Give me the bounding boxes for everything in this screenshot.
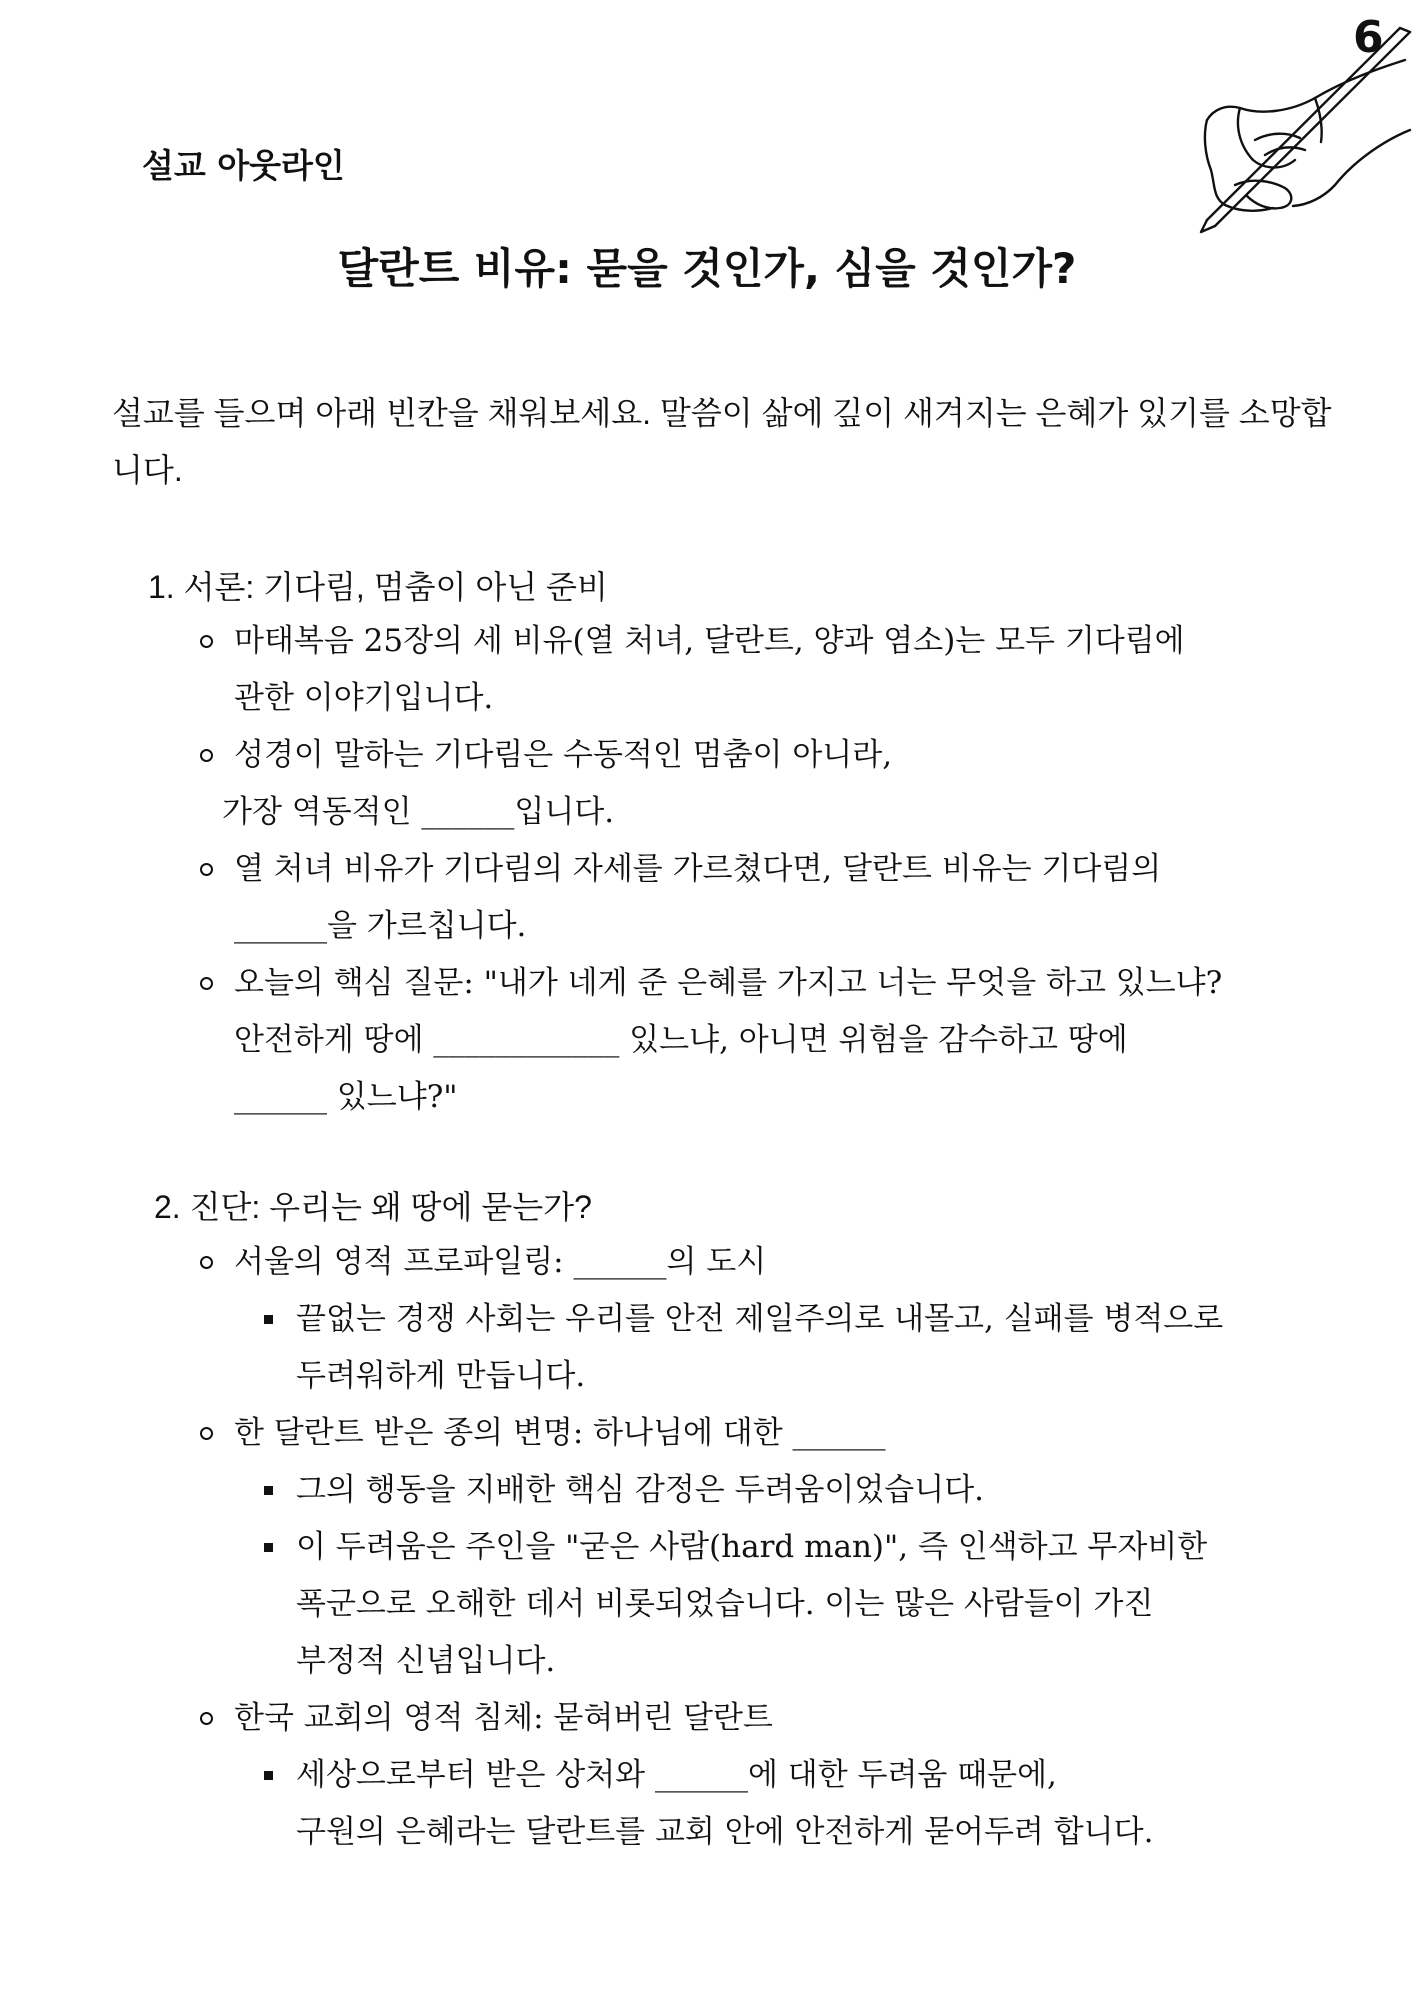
bullet-square: [264, 1315, 273, 1324]
bullet-square: [264, 1486, 273, 1495]
section-1-line-2: 관한 이야기입니다.: [234, 680, 494, 716]
intro-paragraph: 설교를 들으며 아래 빈칸을 채워보세요. 말씀이 삶에 깊이 새겨지는 은혜가 있기를 소망합니다.: [112, 395, 1332, 488]
hand-writing-icon: [1195, 20, 1414, 235]
bullet-circle: [200, 1712, 213, 1725]
header-label: 설교 아웃라인: [142, 146, 345, 185]
section-1-line-7: 오늘의 핵심 질문: "내가 네게 준 은혜를 가지고 너는 무엇을 하고 있느냐?: [234, 965, 1223, 1001]
section-1-line-6: ______을 가르칩니다.: [234, 908, 527, 944]
section-2-line-5: 그의 행동을 지배한 핵심 감정은 두려움이었습니다.: [296, 1472, 984, 1508]
bullet-circle: [200, 635, 213, 648]
bullet-square: [264, 1543, 273, 1552]
section-2-line-3: 두려워하게 만듭니다.: [296, 1358, 586, 1394]
section-1-line-9: ______ 있느냐?": [234, 1079, 458, 1115]
section-1-line-8: 안전하게 땅에 ____________ 있느냐, 아니면 위험을 감수하고 땅에: [234, 1022, 1128, 1058]
page-number: 6: [1353, 12, 1384, 63]
section-2-line-11: 구원의 은혜라는 달란트를 교회 안에 안전하게 묻어두려 합니다.: [296, 1814, 1154, 1850]
bullet-square: [264, 1771, 273, 1780]
bullet-circle: [200, 863, 213, 876]
section-2-line-6: 이 두려움은 주인을 "굳은 사람(hard man)", 즉 인색하고 무자비한: [296, 1529, 1208, 1565]
bullet-circle: [200, 1427, 213, 1440]
section-2-line-10: 세상으로부터 받은 상처와 ______에 대한 두려움 때문에,: [296, 1757, 1057, 1793]
bullet-circle: [200, 977, 213, 990]
section-2-line-7: 폭군으로 오해한 데서 비롯되었습니다. 이는 많은 사람들이 가진: [296, 1586, 1154, 1622]
section-2-line-1: 서울의 영적 프로파일링: ______의 도시: [234, 1244, 767, 1280]
document-title: 달란트 비유: 묻을 것인가, 심을 것인가?: [337, 244, 1077, 293]
bullet-circle: [200, 749, 213, 762]
section-1-line-3: 성경이 말하는 기다림은 수동적인 멈춤이 아니라,: [234, 737, 893, 773]
section-2-line-2: 끝없는 경쟁 사회는 우리를 안전 제일주의로 내몰고, 실패를 병적으로: [296, 1301, 1224, 1337]
section-1-line-1: 마태복음 25장의 세 비유(열 처녀, 달란트, 양과 염소)는 모두 기다림에: [234, 623, 1185, 659]
section-2-heading: 2. 진단: 우리는 왜 땅에 묻는가?: [154, 1189, 592, 1225]
section-2-line-8: 부정적 신념입니다.: [296, 1643, 556, 1679]
section-1-line-4: 가장 역동적인 ______입니다.: [222, 794, 615, 830]
section-1-line-5: 열 처녀 비유가 기다림의 자세를 가르쳤다면, 달란트 비유는 기다림의: [234, 851, 1162, 887]
section-2-line-9: 한국 교회의 영적 침체: 묻혀버린 달란트: [234, 1700, 773, 1736]
bullet-circle: [200, 1256, 213, 1269]
section-2-line-4: 한 달란트 받은 종의 변명: 하나님에 대한 ______: [234, 1415, 886, 1451]
section-1-heading: 1. 서론: 기다림, 멈춤이 아닌 준비: [148, 569, 608, 605]
